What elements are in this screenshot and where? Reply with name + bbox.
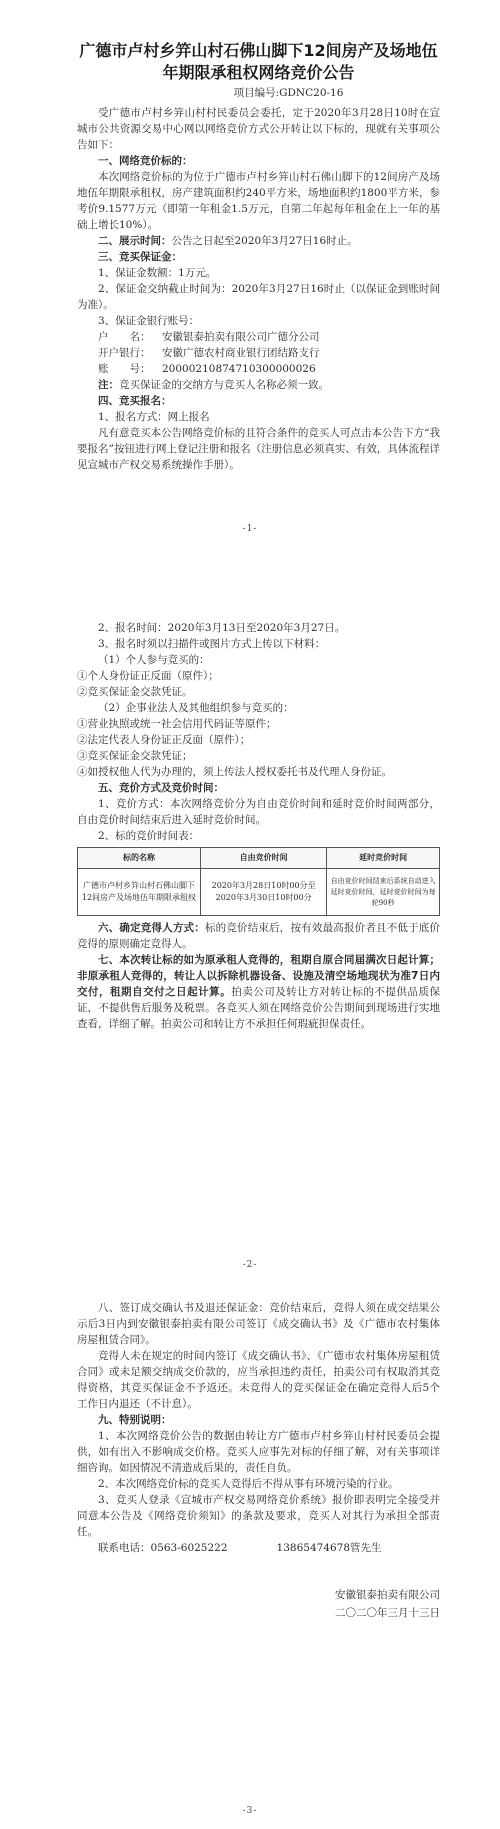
account-name-row [77,329,440,345]
deposit-note-label: 注： [98,379,119,391]
section-7-bold-body: 本次转让标的如为原承租人竞得的，租期自原合同届满次日起计算；非原承租人竞得的，转让人以拆除机器设备、设施及清空场地现状为准7日内交付，租期自交付之日起计算。 [77,954,441,998]
account-bank-label: 开户银行： [98,347,151,359]
page-number-3: -3- [242,1806,258,1816]
table-cell: 广德市卢村乡笄山村石佛山脚下12间房产及场地伍年期限承租权 [78,869,201,916]
materials-org-proxy: ④如授权他人代为办理的，须上传法人授权委托书及代理人身份证。 [77,766,392,778]
bidding-schedule-table [77,847,440,916]
special-note-2: 2、本次网络竞价标的竞买人竞得后不得从事有环境污染的行业。 [98,1478,399,1490]
account-number-label: 账 号： [98,363,151,375]
page-number-2: -2- [242,1260,258,1270]
section-1-heading: 一、网络竞价标的： [98,155,193,167]
account-number-row [77,361,440,377]
table-header: 标的名称 [78,848,201,869]
page-3 [0,1300,500,1829]
materials-individual-deposit: ②竞买保证金交款凭证。 [77,686,193,698]
section-7-heading: 七、 [98,954,120,966]
contact-line [77,1540,440,1556]
materials-individual-id: ①个人身份证正反面（原件）； [77,670,219,682]
account-name-label: 户 名： [98,331,151,343]
section-8-body-2: 竞得人未在规定的时间内签订《成交确认书》、《广德市农村集体房屋租赁合同》或未足额交纳成交价款的，应当承担违约责任，拍卖公司有权取消其竞得资格，其竞买保证金不予返还。未竞得人的竞买保证金在确定竞得人后5个工作日内退还（不计息）。 [77,1350,440,1410]
account-number-value: 20000210874710300000026 [162,363,316,375]
section-7-body: 拍卖公司及转让方对转让标的不提供品质保证，不提供售后服务及税票。各竞买人须在网络竞价公告期间到现场进行实地查看，详细了解。拍卖公司和转让方不承担任何瑕疵担保责任。 [77,986,440,1030]
materials-organization: （2）企事业法人及其他组织参与竞买的： [98,702,294,714]
materials-org-deposit: ③竞买保证金交款凭证； [77,750,193,762]
contact-phone-2: 13865474678管先生 [276,1542,382,1554]
table-cell: 自由竞价时间结束后系统自动进入延时竞价时间，延时竞价时间为每轮90秒 [327,869,440,916]
section-2 [77,233,440,249]
special-note-3: 3、竞买人登录《宣城市产权交易网络竞价系统》报价即表明完全接受并同意本公告及《网络竞价须知》的条款及要求，竞买人对其行为承担全部责任。 [77,1494,440,1538]
contact-label: 联系电话： [98,1542,151,1554]
section-6 [77,920,440,952]
page-2 [0,620,500,1300]
account-name-value: 安徽银泰拍卖有限公司广德分公司 [162,331,320,343]
section-6-body: 标的竞价结束后，按有效最高报价者且不低于底价竞得的原则确定竞得人。 [77,922,441,950]
section-5-heading: 五、竞价方式及竞价时间： [98,782,224,794]
page-number-1: -1- [242,524,258,534]
signature-block [77,1586,440,1622]
deposit-note-body: 竞买保证金的交纳方与竞买人名称必须一致。 [119,379,329,391]
intro-paragraph: 受广德市卢村乡笄山村村民委员会委托，定于2020年3月28日10时在宣城市公共资源交易中心网以网络竞价方式公开转让以下标的，现就有关事项公告如下： [77,107,440,151]
deposit-note [77,377,440,393]
section-1-body: 本次网络竞价标的为位于广德市卢村乡笄山村石佛山脚下的12间房产及场地伍年期限承租权，房产建筑面积约240平方米，场地面积约1800平方米，参考价9.1577万元（即第一年租金1.5万元，自第二年起每年租金在上一年的基础上增长10%）。 [77,171,440,231]
announcement-title: 广德市卢村乡笄山村石佛山脚下12间房产及场地伍年期限承租权网络竞价公告 [79,41,438,82]
table-row [78,869,440,916]
page-1 [0,40,500,620]
deposit-amount: 1、保证金数额：1万元。 [98,267,217,279]
project-number: 项目编号:GDNC20-16 [233,87,344,99]
table-cell: 2020年3月28日10时00分至2020年3月30日10时00分 [200,869,326,916]
section-7 [77,952,440,1032]
deposit-account-label: 3、保证金银行账号： [98,315,200,327]
section-3-heading: 三、竞买保证金： [98,251,182,263]
registration-materials: 3、报名时须以扫描件或图片方式上传以下材料： [98,638,326,650]
section-2-body: 公告之日起至2020年3月27日16时止。 [171,235,358,247]
account-bank-row [77,345,440,361]
section-2-heading: 二、展示时间： [98,235,172,247]
contact-phone-1-group [77,1540,228,1556]
special-note-1: 1、本次网络竞价公告的数据由转让方广德市卢村乡笄山村村民委员会提供，如有出入不影响成交价格。竞买人应事先对标的仔细了解，对有关事项详细咨询。如因情况不清造成后果的，责任自负。 [77,1430,440,1474]
table-header: 延时竞价时间 [327,848,440,869]
contact-phone-1: 0563-6025222 [150,1542,228,1554]
table-header: 自由竞价时间 [200,848,326,869]
table-header-row [78,848,440,869]
account-bank-value: 安徽广德农村商业银行团结路支行 [162,347,320,359]
deposit-deadline: 2、保证金交纳截止时间为：2020年3月27日16时止（以保证金到账时间为准）。 [77,283,440,311]
registration-instructions: 凡有意竞买本公告网络竞价标的且符合条件的竞买人可点击本公告下方“我要报名”按钮进行网上登记注册和报名（注册信息必须真实、有效，具体流程详见宣城市产权交易系统操作手册）。 [77,427,440,471]
materials-individual: （1）个人参与竞买的： [98,654,210,666]
section-6-heading: 六、确定竞得人方式： [98,922,205,934]
section-9-heading: 九、特别说明： [98,1414,172,1426]
registration-time: 2、报名时间：2020年3月13日至2020年3月27日。 [98,622,346,634]
signer-company: 安徽银泰拍卖有限公司 [335,1589,440,1601]
section-8-body: 八、签订成交确认书及退还保证金：竞价结束后，竞得人须在成交结果公示后3日内到安徽银泰拍卖有限公司签订《成交确认书》及《广德市农村集体房屋租赁合同》。 [77,1302,440,1346]
section-4-heading: 四、竞买报名： [98,395,172,407]
materials-org-license: ①营业执照或统一社会信用代码证等原件； [77,718,277,730]
bidding-schedule-label: 2、标的竞价时间表： [98,830,200,842]
sign-date: 二〇二〇年三月十三日 [335,1607,440,1619]
registration-method: 1、报名方式：网上报名 [98,411,210,423]
bidding-method: 1、竞价方式：本次网络竞价分为自由竞价时间和延时竞价时间两部分，自由竞价时间结束后进入延时竞价时间。 [77,798,440,826]
materials-org-rep-id: ②法定代表人身份证正反面（原件）； [77,734,251,746]
